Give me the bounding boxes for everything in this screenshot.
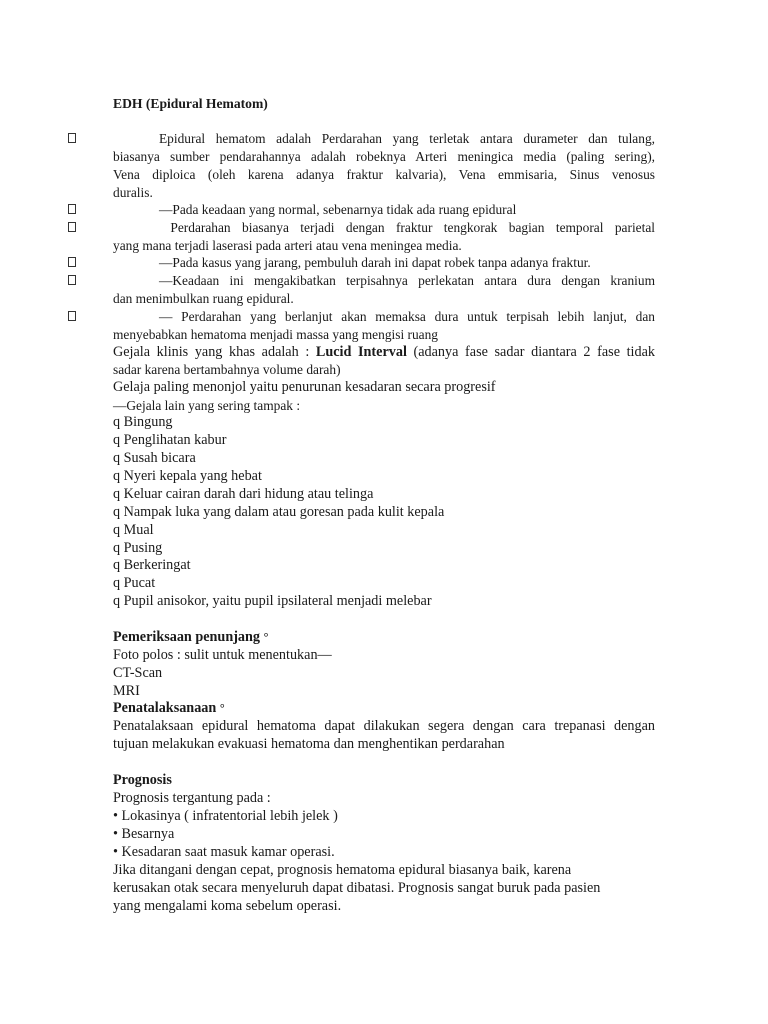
bullet-box-icon (68, 257, 76, 267)
symptom-item: q Berkeringat (113, 557, 191, 573)
para1-line3: Vena diploica (oleh karena adanya fraktur kalvaria), Vena emmisaria, Sinus venosus (113, 167, 655, 182)
symptom-item: q Penglihatan kabur (113, 432, 227, 448)
bullet5-line2: dan menimbulkan ruang epidural. (113, 291, 294, 306)
bullet6-line2: menyebabkan hematoma menjadi massa yang mengisi ruang (113, 327, 438, 342)
prognosis-item: • Besarnya (113, 826, 175, 842)
symptom-item: q Susah bicara (113, 450, 196, 466)
prognosis-item: • Lokasinya ( infratentorial lebih jelek ) (113, 808, 338, 824)
gejala-line1: Gejala klinis yang khas adalah : Lucid Interval (adanya fase sadar diantara 2 fase tidak (113, 344, 655, 360)
bullet-box-icon (68, 275, 76, 285)
prognosis-text-line1: Jika ditangani dengan cepat, prognosis hematoma epidural biasanya baik, karena (113, 862, 572, 878)
bullet3-line2: yang mana terjadi laserasi pada arteri atau vena meningea media. (113, 238, 462, 253)
para1-line2: biasanya sumber pendarahannya adalah robeknya Arteri meningica media (paling sering), (113, 149, 655, 164)
para1-line1: Epidural hematom adalah Perdarahan yang terletak antara durameter dan tulang, (159, 131, 655, 146)
bullet-box-icon (68, 133, 76, 143)
pemeriksaan-heading: Pemeriksaan penunjang ° (113, 629, 269, 645)
bullet5-line1: —Keadaan ini mengakibatkan terpisahnya perlekatan antara dura dengan kranium (159, 273, 655, 288)
foto-polos: Foto polos : sulit untuk menentukan— (113, 647, 332, 663)
penatalaksanaan-heading: Penatalaksanaan ° (113, 700, 225, 716)
bullet-box-icon (68, 311, 76, 321)
bullet-box-icon (68, 222, 76, 232)
penatalaksanaan-line2: tujuan melakukan evakuasi hematoma dan menghentikan perdarahan (113, 736, 505, 752)
prognosis-item: • Kesadaran saat masuk kamar operasi. (113, 844, 335, 860)
bullet4-text: —Pada kasus yang jarang, pembuluh darah ini dapat robek tanpa adanya fraktur. (159, 255, 591, 270)
symptom-item: q Pusing (113, 540, 163, 556)
prognosis-text-line3: yang mengalami koma sebelum operasi. (113, 898, 342, 914)
penatalaksanaan-line1: Penatalaksaan epidural hematoma dapat dilakukan segera dengan cara trepanasi dengan (113, 718, 655, 734)
symptom-item: q Pupil anisokor, yaitu pupil ipsilateral menjadi melebar (113, 593, 432, 609)
symptom-item: q Mual (113, 522, 154, 538)
bullet3-line1: Perdarahan biasanya terjadi dengan fraktur tengkorak bagian temporal parietal (159, 220, 655, 235)
gejala-lain: —Gejala lain yang sering tampak : (113, 398, 301, 413)
symptom-item: q Keluar cairan darah dari hidung atau telinga (113, 486, 374, 502)
symptom-item: q Nampak luka yang dalam atau goresan pada kulit kepala (113, 504, 445, 520)
document-title: EDH (Epidural Hematom) (113, 96, 268, 111)
gejala-line2: sadar karena bertambahnya volume darah) (113, 362, 341, 377)
bullet2-text: —Pada keadaan yang normal, sebenarnya tidak ada ruang epidural (159, 202, 517, 217)
mri: MRI (113, 683, 140, 699)
ct-scan: CT-Scan (113, 665, 163, 681)
prognosis-intro: Prognosis tergantung pada : (113, 790, 271, 806)
symptom-item: q Nyeri kepala yang hebat (113, 468, 262, 484)
prognosis-text-line2: kerusakan otak secara menyeluruh dapat dibatasi. Prognosis sangat buruk pada pasien (113, 880, 601, 896)
bullet6-line1: — Perdarahan yang berlanjut akan memaksa dura untuk terpisah lebih lanjut, dan (159, 309, 655, 324)
lucid-interval-term: Lucid Interval (315, 344, 407, 360)
symptom-item: q Bingung (113, 414, 173, 430)
bullet-symbol-icon: ° (219, 701, 225, 715)
bullet-symbol-icon: ° (263, 630, 269, 644)
symptom-item: q Pucat (113, 575, 156, 591)
prognosis-heading: Prognosis (113, 772, 172, 788)
para1-line4: duralis. (113, 185, 153, 200)
bullet-box-icon (68, 204, 76, 214)
gelaja-menonjol: Gelaja paling menonjol yaitu penurunan kesadaran secara progresif (113, 379, 496, 395)
